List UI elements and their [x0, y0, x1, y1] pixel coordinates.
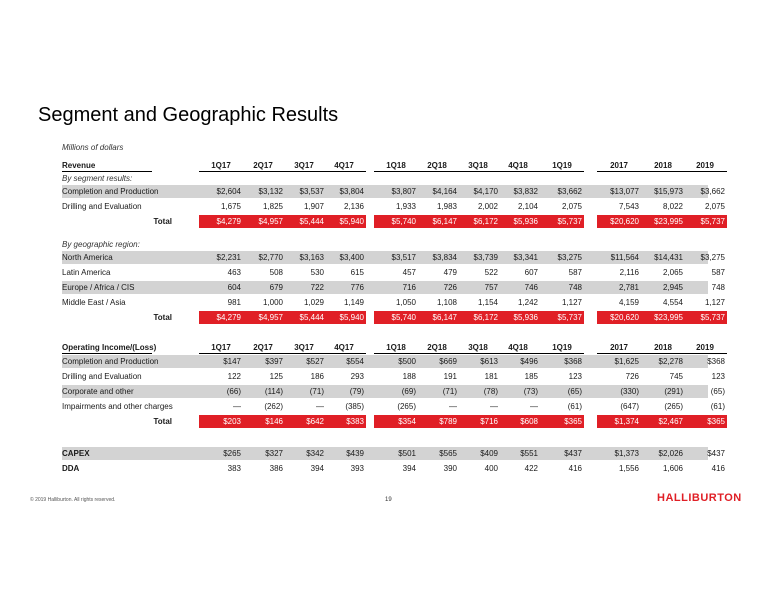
- table-cell: $409: [480, 449, 498, 458]
- table-cell: 748: [568, 283, 582, 292]
- table-cell: (265): [397, 402, 416, 411]
- table-cell: $500: [398, 357, 416, 366]
- table-row: [62, 295, 725, 310]
- table-cell: 293: [350, 372, 364, 381]
- table-row: [62, 184, 725, 199]
- table-cell: $3,739: [473, 253, 498, 262]
- segment-results-label: By segment results:: [62, 174, 133, 183]
- table-cell: 8,022: [662, 202, 683, 211]
- table-row: [62, 250, 725, 265]
- column-header: 2019: [696, 161, 714, 170]
- table-cell: $365: [564, 417, 582, 426]
- table-cell: $5,737: [557, 217, 582, 226]
- table-cell: 390: [443, 464, 457, 473]
- table-cell: (647): [620, 402, 639, 411]
- page-title: Segment and Geographic Results: [38, 104, 339, 126]
- table-cell: $3,341: [513, 253, 538, 262]
- table-cell: $4,279: [216, 217, 241, 226]
- table-cell: 1,933: [395, 202, 416, 211]
- header-underline: [597, 171, 727, 172]
- row-label: Latin America: [62, 268, 111, 277]
- table-cell: (73): [523, 387, 538, 396]
- table-cell: (69): [401, 387, 416, 396]
- row-label: Middle East / Asia: [62, 298, 126, 307]
- table-cell: $146: [265, 417, 283, 426]
- table-cell: (71): [309, 387, 324, 396]
- column-header: 1Q19: [552, 161, 572, 170]
- column-header: 2Q18: [427, 161, 447, 170]
- table-cell: $14,431: [654, 253, 683, 262]
- table-cell: $397: [265, 357, 283, 366]
- column-header: 2018: [654, 343, 672, 352]
- table-row: [62, 354, 725, 369]
- total-row: [62, 310, 725, 325]
- table-cell: $3,804: [339, 187, 364, 196]
- table-cell: 679: [269, 283, 283, 292]
- table-cell: $3,662: [700, 187, 725, 196]
- table-cell: (291): [664, 387, 683, 396]
- table-cell: $3,537: [299, 187, 324, 196]
- table-cell: 7,543: [618, 202, 639, 211]
- table-cell: 1,825: [262, 202, 283, 211]
- table-cell: $642: [306, 417, 324, 426]
- column-header: 2Q18: [427, 343, 447, 352]
- table-cell: $23,995: [654, 217, 683, 226]
- row-label: Total: [153, 417, 172, 426]
- column-header: 1Q19: [552, 343, 572, 352]
- header-underline: [374, 171, 540, 172]
- halliburton-logo: HALLIBURTON: [657, 492, 742, 504]
- row-label: Drilling and Evaluation: [62, 372, 142, 381]
- table-cell: $23,995: [654, 313, 683, 322]
- table-cell: $5,444: [299, 217, 324, 226]
- table-cell: 776: [350, 283, 364, 292]
- header-row: [62, 158, 714, 173]
- table-cell: 422: [524, 464, 538, 473]
- table-cell: $565: [439, 449, 457, 458]
- row-label: Drilling and Evaluation: [62, 202, 142, 211]
- table-cell: —: [449, 402, 457, 411]
- table-cell: $437: [564, 449, 582, 458]
- table-cell: $2,231: [216, 253, 241, 262]
- table-cell: 2,781: [618, 283, 639, 292]
- revenue-header-row: [62, 158, 714, 173]
- table-cell: 400: [484, 464, 498, 473]
- table-cell: (66): [226, 387, 241, 396]
- geographic-region-table: [62, 250, 725, 325]
- table-cell: 123: [711, 372, 725, 381]
- table-cell: 607: [524, 268, 538, 277]
- table-cell: 981: [227, 298, 241, 307]
- geographic-region-label: By geographic region:: [62, 240, 140, 249]
- table-cell: $789: [439, 417, 457, 426]
- table-cell: $4,279: [216, 313, 241, 322]
- table-cell: $6,172: [473, 313, 498, 322]
- table-cell: $5,737: [700, 313, 725, 322]
- table-cell: 122: [227, 372, 241, 381]
- column-header: 4Q17: [334, 161, 354, 170]
- table-cell: 1,983: [436, 202, 457, 211]
- row-label: DDA: [62, 464, 80, 473]
- table-cell: $3,807: [391, 187, 416, 196]
- table-cell: 604: [227, 283, 241, 292]
- table-cell: $4,164: [432, 187, 457, 196]
- table-cell: 1,127: [561, 298, 582, 307]
- table-cell: 757: [484, 283, 498, 292]
- row-label: Completion and Production: [62, 357, 159, 366]
- table-cell: $1,374: [614, 417, 639, 426]
- table-cell: 457: [402, 268, 416, 277]
- table-cell: $554: [346, 357, 364, 366]
- table-cell: 2,116: [619, 268, 639, 277]
- table-cell: $439: [346, 449, 364, 458]
- header-underline: [540, 171, 584, 172]
- table-cell: 1,606: [662, 464, 683, 473]
- table-cell: 394: [402, 464, 416, 473]
- table-row: [62, 369, 725, 384]
- column-header: 2019: [696, 343, 714, 352]
- table-cell: $527: [306, 357, 324, 366]
- column-header: 3Q17: [294, 343, 314, 352]
- table-cell: 746: [524, 283, 538, 292]
- table-cell: 530: [310, 268, 324, 277]
- page-number: 19: [385, 497, 392, 503]
- table-cell: $3,275: [700, 253, 725, 262]
- table-cell: $365: [707, 417, 725, 426]
- table-cell: $669: [439, 357, 457, 366]
- section-header: Revenue: [62, 161, 96, 170]
- table-cell: $5,940: [339, 217, 364, 226]
- table-cell: —: [316, 402, 324, 411]
- table-cell: $4,957: [258, 217, 283, 226]
- row-label: Total: [153, 217, 172, 226]
- table-cell: 1,675: [220, 202, 241, 211]
- table-row: [62, 461, 725, 476]
- table-cell: 1,154: [477, 298, 498, 307]
- table-cell: 416: [711, 464, 725, 473]
- table-cell: (262): [264, 402, 283, 411]
- table-cell: $6,147: [432, 217, 457, 226]
- table-cell: (385): [345, 402, 364, 411]
- table-cell: $4,957: [258, 313, 283, 322]
- table-cell: 386: [269, 464, 283, 473]
- table-cell: 2,136: [343, 202, 364, 211]
- table-cell: $3,275: [557, 253, 582, 262]
- column-header: 4Q18: [508, 161, 528, 170]
- row-label: Corporate and other: [62, 387, 134, 396]
- table-row: [62, 384, 725, 399]
- row-label: Impairments and other charges: [62, 402, 173, 411]
- table-row: [62, 280, 725, 295]
- table-cell: $5,444: [299, 313, 324, 322]
- table-cell: 181: [484, 372, 498, 381]
- table-cell: 1,127: [704, 298, 725, 307]
- table-cell: 745: [669, 372, 683, 381]
- table-cell: 123: [568, 372, 582, 381]
- column-header: 2017: [610, 343, 628, 352]
- table-cell: $5,740: [391, 217, 416, 226]
- table-cell: 191: [443, 372, 457, 381]
- table-cell: $2,278: [658, 357, 683, 366]
- column-header: 3Q18: [468, 161, 488, 170]
- table-cell: $2,026: [658, 449, 683, 458]
- table-cell: (61): [710, 402, 725, 411]
- table-cell: $6,147: [432, 313, 457, 322]
- copyright-note: © 2019 Halliburton. All rights reserved.: [30, 497, 116, 503]
- table-cell: 522: [484, 268, 498, 277]
- table-cell: 1,050: [395, 298, 416, 307]
- table-cell: $716: [480, 417, 498, 426]
- header-row: [62, 340, 714, 355]
- table-cell: 1,556: [618, 464, 639, 473]
- column-header: 2017: [610, 161, 628, 170]
- table-cell: $383: [346, 417, 364, 426]
- column-header: 1Q17: [211, 161, 231, 170]
- row-label: CAPEX: [62, 449, 90, 458]
- operating-income-table: [62, 354, 725, 429]
- table-cell: 587: [568, 268, 582, 277]
- table-cell: $203: [223, 417, 241, 426]
- table-cell: $1,625: [614, 357, 639, 366]
- column-header: 1Q17: [211, 343, 231, 352]
- table-cell: 2,002: [477, 202, 498, 211]
- table-cell: (79): [349, 387, 364, 396]
- table-row: [62, 265, 725, 280]
- table-cell: 1,108: [436, 298, 457, 307]
- table-row: [62, 446, 725, 461]
- table-cell: (65): [710, 387, 725, 396]
- table-cell: $342: [306, 449, 324, 458]
- table-cell: 508: [269, 268, 283, 277]
- table-cell: 2,945: [662, 283, 683, 292]
- table-cell: 394: [310, 464, 324, 473]
- column-header: 3Q17: [294, 161, 314, 170]
- table-cell: $437: [707, 449, 725, 458]
- operating-header-row: [62, 340, 714, 355]
- table-cell: (330): [620, 387, 639, 396]
- table-cell: $4,170: [473, 187, 498, 196]
- table-cell: 416: [568, 464, 582, 473]
- table-cell: 716: [402, 283, 416, 292]
- table-cell: 1,029: [303, 298, 324, 307]
- table-cell: $147: [223, 357, 241, 366]
- table-cell: —: [233, 402, 241, 411]
- column-header: 2Q17: [253, 161, 273, 170]
- table-cell: $5,936: [513, 217, 538, 226]
- table-cell: $20,620: [610, 313, 639, 322]
- capex-dda-table: [62, 446, 725, 476]
- table-cell: 748: [711, 283, 725, 292]
- table-cell: $3,832: [513, 187, 538, 196]
- table-cell: 383: [227, 464, 241, 473]
- table-cell: 188: [402, 372, 416, 381]
- table-cell: $6,172: [473, 217, 498, 226]
- table-cell: 479: [443, 268, 457, 277]
- header-underline: [62, 171, 152, 172]
- table-cell: 463: [227, 268, 241, 277]
- table-cell: (65): [567, 387, 582, 396]
- table-cell: 722: [310, 283, 324, 292]
- table-cell: (71): [442, 387, 457, 396]
- table-cell: 125: [269, 372, 283, 381]
- table-cell: $20,620: [610, 217, 639, 226]
- table-cell: 1,000: [262, 298, 283, 307]
- table-cell: $13,077: [610, 187, 639, 196]
- table-cell: $3,400: [339, 253, 364, 262]
- table-cell: $3,662: [557, 187, 582, 196]
- column-header: 2018: [654, 161, 672, 170]
- table-cell: $265: [223, 449, 241, 458]
- table-cell: —: [530, 402, 538, 411]
- table-row: [62, 399, 725, 414]
- table-cell: $551: [520, 449, 538, 458]
- table-cell: $354: [398, 417, 416, 426]
- table-cell: 2,065: [662, 268, 683, 277]
- table-cell: $5,737: [700, 217, 725, 226]
- table-cell: $5,940: [339, 313, 364, 322]
- column-header: 4Q18: [508, 343, 528, 352]
- column-header: 4Q17: [334, 343, 354, 352]
- segment-results-table: [62, 184, 725, 229]
- table-cell: $15,973: [654, 187, 683, 196]
- row-label: North America: [62, 253, 113, 262]
- table-cell: (265): [664, 402, 683, 411]
- table-cell: $5,737: [557, 313, 582, 322]
- header-underline: [199, 171, 366, 172]
- table-cell: (61): [567, 402, 582, 411]
- table-cell: $613: [480, 357, 498, 366]
- table-cell: 726: [625, 372, 639, 381]
- table-cell: 615: [350, 268, 364, 277]
- table-cell: 2,075: [561, 202, 582, 211]
- table-cell: 4,159: [618, 298, 639, 307]
- table-cell: 1,907: [303, 202, 324, 211]
- table-cell: (78): [483, 387, 498, 396]
- units-note: Millions of dollars: [62, 143, 124, 152]
- table-cell: (114): [264, 387, 283, 396]
- table-cell: $3,834: [432, 253, 457, 262]
- table-cell: 2,075: [704, 202, 725, 211]
- table-cell: $368: [564, 357, 582, 366]
- column-header: 3Q18: [468, 343, 488, 352]
- table-cell: $608: [520, 417, 538, 426]
- table-cell: $2,770: [258, 253, 283, 262]
- table-cell: $11,564: [610, 253, 639, 262]
- table-cell: 1,149: [343, 298, 364, 307]
- table-cell: $3,163: [299, 253, 324, 262]
- table-cell: —: [490, 402, 498, 411]
- total-row: [62, 414, 725, 429]
- table-cell: 726: [443, 283, 457, 292]
- table-cell: $496: [520, 357, 538, 366]
- table-cell: $5,936: [513, 313, 538, 322]
- table-cell: $501: [398, 449, 416, 458]
- table-cell: $1,373: [614, 449, 639, 458]
- section-header: Operating Income/(Loss): [62, 343, 157, 352]
- table-cell: $3,517: [391, 253, 416, 262]
- column-header: 1Q18: [386, 343, 406, 352]
- table-row: [62, 199, 725, 214]
- table-cell: $327: [265, 449, 283, 458]
- column-header: 2Q17: [253, 343, 273, 352]
- table-cell: 587: [711, 268, 725, 277]
- column-header: 1Q18: [386, 161, 406, 170]
- table-cell: 1,242: [517, 298, 538, 307]
- table-cell: $3,132: [258, 187, 283, 196]
- table-cell: $2,604: [216, 187, 241, 196]
- table-cell: 186: [310, 372, 324, 381]
- table-cell: $2,467: [658, 417, 683, 426]
- row-label: Completion and Production: [62, 187, 159, 196]
- row-label: Total: [153, 313, 172, 322]
- table-cell: 4,554: [662, 298, 683, 307]
- total-row: [62, 214, 725, 229]
- table-cell: 2,104: [517, 202, 538, 211]
- table-cell: 393: [350, 464, 364, 473]
- table-cell: $5,740: [391, 313, 416, 322]
- table-cell: 185: [524, 372, 538, 381]
- table-cell: $368: [707, 357, 725, 366]
- row-label: Europe / Africa / CIS: [62, 283, 135, 292]
